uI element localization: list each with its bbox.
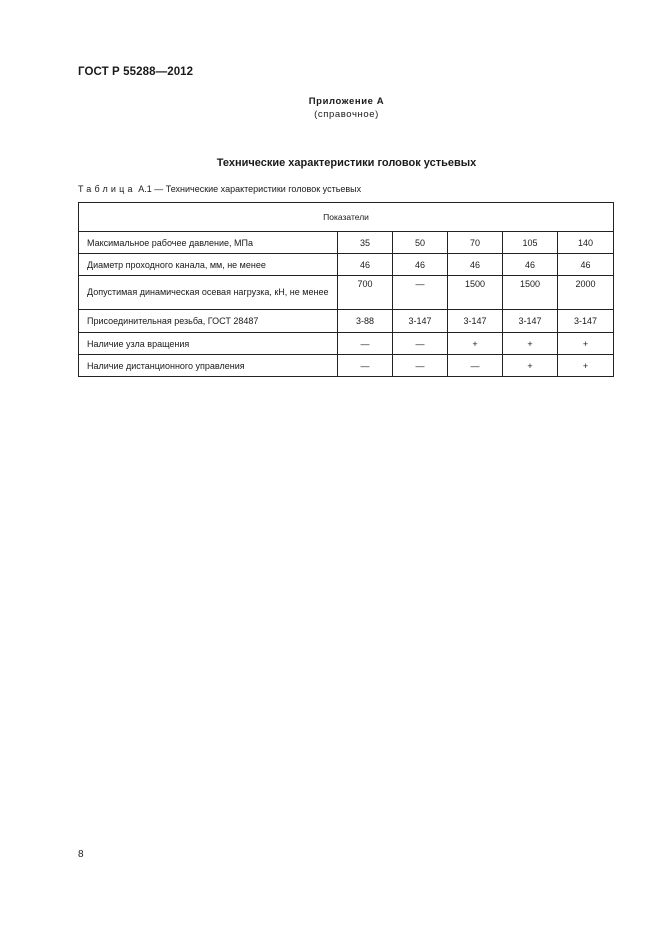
table-cell: + <box>503 333 558 355</box>
table-cell: — <box>448 355 503 377</box>
table-cell: 1500 <box>503 276 558 310</box>
table-cell: 50 <box>393 232 448 254</box>
table-cell: 2000 <box>558 276 614 310</box>
table-cell: 105 <box>503 232 558 254</box>
table-cell: 3-88 <box>338 310 393 333</box>
table-cell: — <box>338 355 393 377</box>
table-cell: — <box>393 276 448 310</box>
row-label: Максимальное рабочее давление, МПа <box>79 232 338 254</box>
row-label: Наличие дистанционного управления <box>79 355 338 377</box>
table-row <box>79 355 614 377</box>
table-cell: 140 <box>558 232 614 254</box>
appendix-subtitle: (справочное) <box>314 109 379 120</box>
specifications-table <box>78 202 614 377</box>
table-cell: — <box>393 333 448 355</box>
table-cell: — <box>338 333 393 355</box>
table-cell: — <box>393 355 448 377</box>
table-row <box>79 254 614 276</box>
table-cell: 3-147 <box>448 310 503 333</box>
table-header-cell: Показатели <box>79 203 614 232</box>
table-cell: 3-147 <box>393 310 448 333</box>
table-row <box>79 310 614 333</box>
table-cell: 46 <box>448 254 503 276</box>
table-cell: 3-147 <box>503 310 558 333</box>
table-row <box>79 232 614 254</box>
page-number: 8 <box>78 849 84 860</box>
section-title: Технические характеристики головок устьевых <box>216 157 477 169</box>
row-label: Присоединительная резьба, ГОСТ 28487 <box>79 310 338 333</box>
row-label: Допустимая динамическая осевая нагрузка, кН, не менее <box>79 276 338 310</box>
table-caption-text: А.1 — Технические характеристики головок устьевых <box>135 184 362 194</box>
table-caption-prefix: Таблица <box>78 184 136 194</box>
table-header-row <box>79 203 614 232</box>
table-cell: 46 <box>503 254 558 276</box>
table-cell: 1500 <box>448 276 503 310</box>
table-cell: 35 <box>338 232 393 254</box>
table-row <box>79 276 614 310</box>
table-cell: 46 <box>393 254 448 276</box>
table-cell: 46 <box>338 254 393 276</box>
table-caption <box>78 184 361 194</box>
table-cell: 70 <box>448 232 503 254</box>
table-cell: 46 <box>558 254 614 276</box>
table-cell: + <box>448 333 503 355</box>
table-cell: + <box>558 333 614 355</box>
table-cell: 700 <box>338 276 393 310</box>
row-label: Диаметр проходного канала, мм, не менее <box>79 254 338 276</box>
table-cell: 3-147 <box>558 310 614 333</box>
row-label: Наличие узла вращения <box>79 333 338 355</box>
table-row <box>79 333 614 355</box>
appendix-title: Приложение А <box>308 96 385 107</box>
table-cell: + <box>558 355 614 377</box>
table-cell: + <box>503 355 558 377</box>
document-code: ГОСТ Р 55288—2012 <box>78 66 194 78</box>
